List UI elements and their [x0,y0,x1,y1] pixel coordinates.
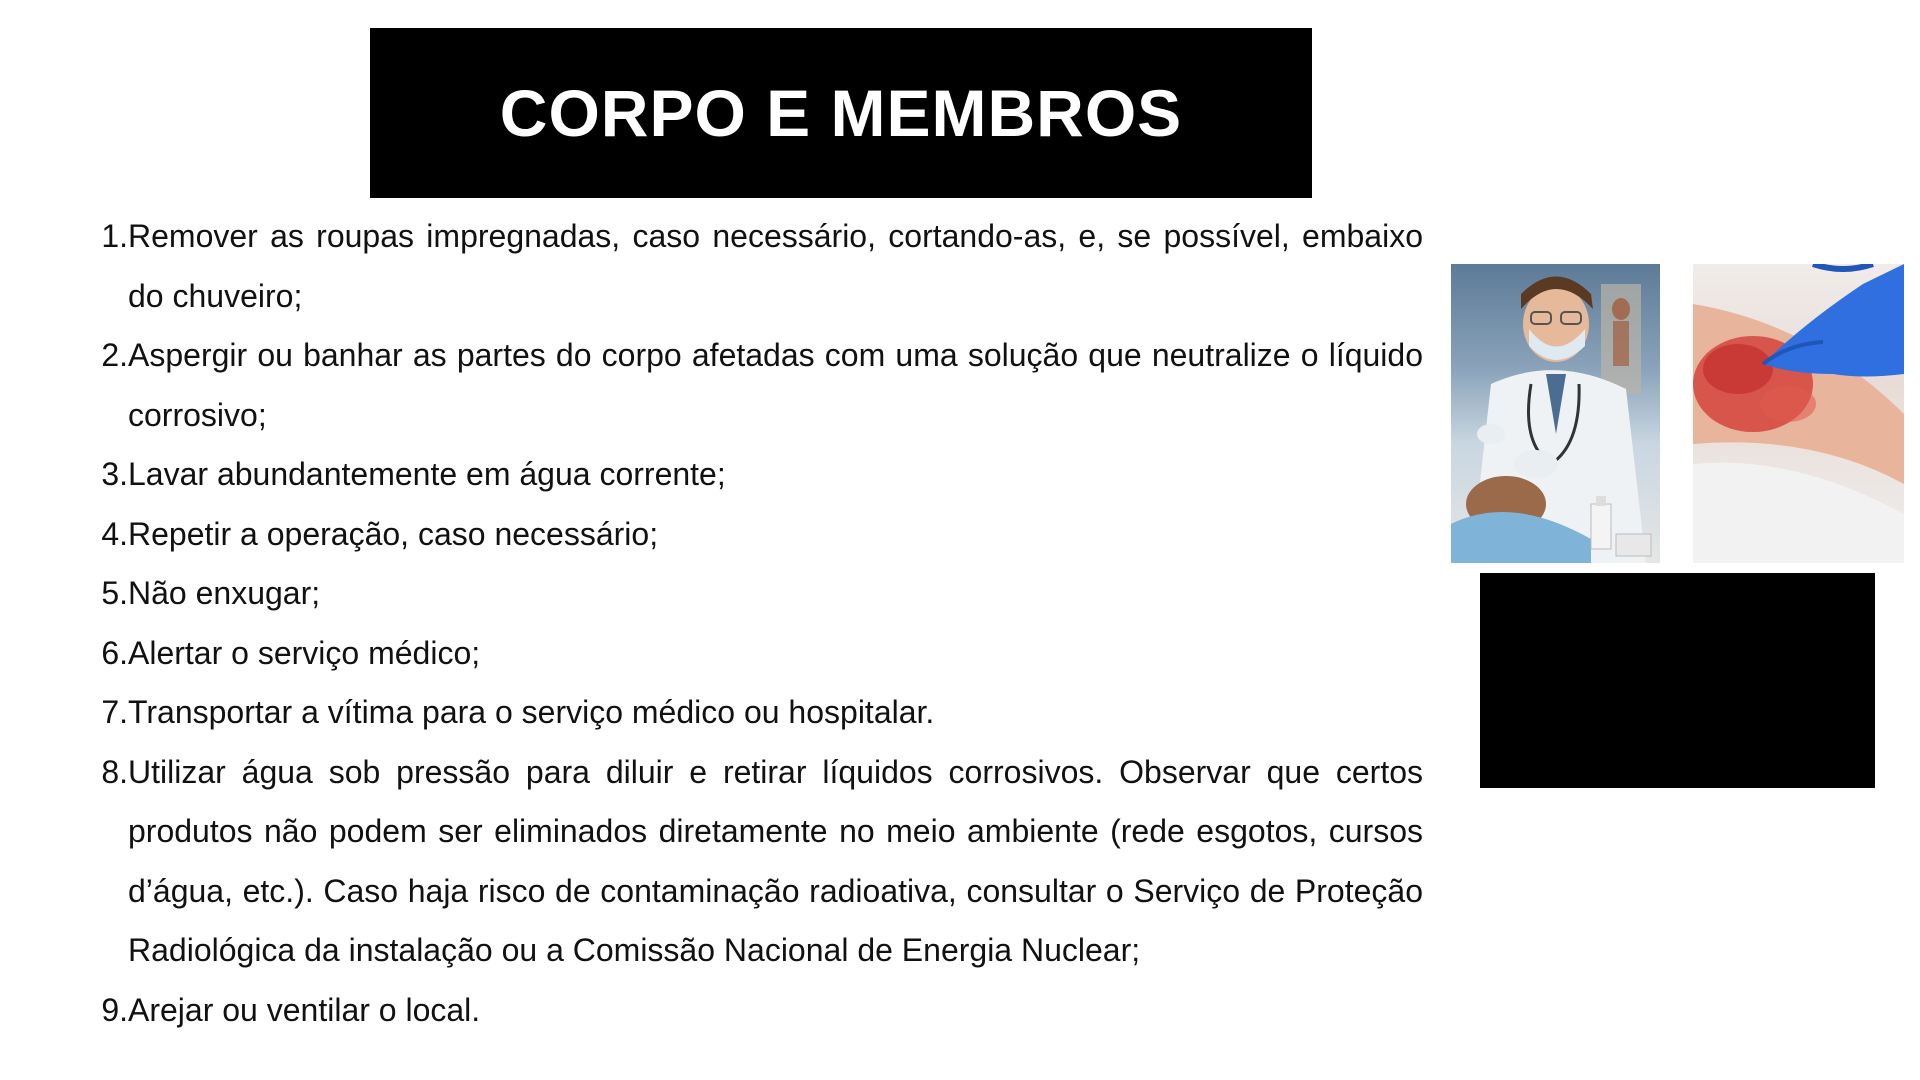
list-item [90,981,1423,1041]
step-number: 5. [101,575,128,611]
doctor-treating-patient-photo [1451,264,1660,563]
list-item [90,326,1423,445]
slide-title: CORPO E MEMBROS [499,76,1183,150]
step-number: 4. [101,515,128,552]
list-item [90,564,1423,624]
instructions-list [90,207,1423,1040]
list-item [90,505,1423,565]
burned-arm-photo [1693,264,1904,563]
list-item [90,743,1423,981]
title-banner [370,28,1312,198]
step-text: Arejar ou ventilar o local. [128,991,481,1028]
step-number: 6. [101,634,128,671]
step-text: Transportar a vítima para o serviço médico ou hospitalar. [128,694,935,730]
step-number: 9. [101,991,128,1028]
doctor-illustration [1451,264,1660,563]
list-item [90,207,1423,326]
step-text: Remover as roupas impregnadas, caso necessário, cortando-as, e, se possível, embaixo do chuveiro; [128,218,1423,314]
step-text: Repetir a operação, caso necessário; [128,515,659,552]
step-text: Não enxugar; [128,575,321,611]
black-placeholder-box [1480,573,1875,788]
step-text: Lavar abundantemente em água corrente; [128,456,726,492]
list-item [90,683,1423,743]
step-text: Alertar o serviço médico; [128,634,481,671]
step-number: 8. [101,753,128,790]
burned-arm-illustration [1693,264,1904,563]
list-item [90,624,1423,684]
step-number: 2. [101,337,128,373]
step-text: Utilizar água sob pressão para diluir e retirar líquidos corrosivos. Observar que certos produtos não podem ser eliminados diretamente no meio ambiente (rede esgotos, cursos d’água, etc.). Caso haja risco de contaminação radioativa, consultar o Serviço de Proteção Radiológica da instalação ou a Comissão Nacional de Energia Nuclear; [128,753,1423,968]
list-item [90,445,1423,505]
step-number: 3. [101,456,128,492]
step-number: 1. [101,218,128,254]
step-text: Aspergir ou banhar as partes do corpo afetadas com uma solução que neutralize o líquido corrosivo; [128,337,1423,433]
step-number: 7. [101,694,128,730]
